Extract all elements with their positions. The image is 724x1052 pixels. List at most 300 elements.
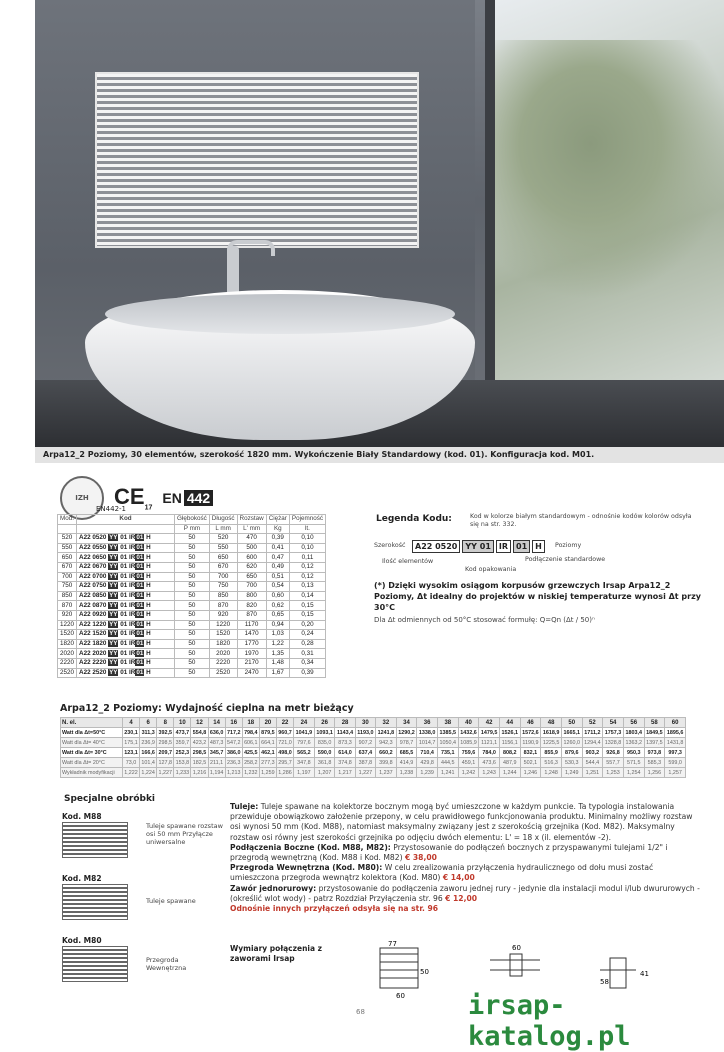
product-capacity-cell: 0,12 (289, 562, 325, 572)
product-table-header: Mod. Kod Głębokość Długość Rozstaw Ciężar Pojemność (58, 515, 326, 525)
perf-value: 530,3 (561, 758, 582, 768)
legend-top-note: Kod w kolorze białym standardowym - odnośnie kodów kolorów odsyła się na str. 332. (470, 513, 692, 528)
perf-value: 1803,4 (623, 728, 644, 738)
perf-value: 487,9 (499, 758, 520, 768)
product-length-cell: 2020 (209, 649, 237, 659)
perf-element-count: 52 (582, 718, 603, 728)
perf-value: 1,256 (644, 768, 665, 778)
product-length-cell: 1820 (209, 639, 237, 649)
perf-value: 557,7 (603, 758, 624, 768)
window (485, 0, 724, 395)
product-length-cell: 850 (209, 591, 237, 601)
perf-row-label: Watt dla Δt=50°C (61, 728, 123, 738)
perf-value: 1,243 (479, 768, 500, 778)
perf-value: 423,2 (192, 739, 207, 746)
perf-value: 1,233 (175, 769, 190, 776)
product-code-cell: A22 1220 YY 01 IR01 H (77, 620, 175, 630)
perf-value: 585,3 (644, 758, 665, 768)
product-code-cell: A22 1520 YY 01 IR01 H (77, 630, 175, 640)
product-spacing-cell: 870 (237, 610, 266, 620)
perf-value: 599,0 (665, 758, 686, 768)
perf-value: 1757,3 (603, 728, 624, 738)
product-capacity-cell: 0,10 (289, 534, 325, 544)
product-spacing-cell: 650 (237, 572, 266, 582)
perf-value: 808,2 (499, 748, 520, 758)
product-depth-cell: 50 (175, 639, 210, 649)
product-table (57, 514, 326, 678)
perf-value: 236,9 (141, 739, 155, 746)
product-row (58, 534, 326, 544)
product-row (58, 668, 326, 678)
perf-value: 997,3 (665, 748, 686, 758)
product-row (58, 620, 326, 630)
dim-77: 77 (388, 940, 397, 948)
product-length-cell: 700 (209, 572, 237, 582)
product-capacity-cell: 0,14 (289, 591, 325, 601)
product-row (58, 610, 326, 620)
perf-value: 879,6 (561, 748, 582, 758)
perf-element-count: 50 (561, 718, 582, 728)
perf-value: 392,5 (158, 729, 173, 736)
perf-value: 873,3 (335, 738, 355, 748)
product-weight-cell: 1,67 (266, 668, 289, 678)
perf-value: 664,1 (261, 739, 275, 746)
perf-value: 1,197 (294, 768, 315, 778)
perf-value: 1085,9 (458, 738, 479, 748)
legend-opakowania: Kod opakowania (465, 566, 517, 573)
product-row (58, 562, 326, 572)
perf-value: 685,5 (396, 748, 417, 758)
product-weight-cell: 0,60 (266, 591, 289, 601)
perf-value: 1,242 (458, 768, 479, 778)
product-row (58, 582, 326, 592)
product-length-cell: 650 (209, 553, 237, 563)
product-spacing-cell: 1170 (237, 620, 266, 630)
perf-value: 1156,1 (499, 738, 520, 748)
product-row (58, 553, 326, 563)
product-row (58, 543, 326, 553)
kod-m82-note: Tuleje spawane (146, 897, 196, 905)
product-depth-cell: 50 (175, 543, 210, 553)
perf-value: 1143,4 (335, 728, 355, 738)
product-spacing-cell: 1470 (237, 630, 266, 640)
perf-value: 1432,6 (458, 728, 479, 738)
perf-value: 554,8 (192, 729, 207, 736)
product-mod-cell: 520 (58, 534, 77, 544)
product-mod-cell: 1820 (58, 639, 77, 649)
perf-value: 1397,5 (644, 738, 665, 748)
perf-element-count: 24 (294, 718, 315, 728)
perf-value: 1,216 (192, 769, 207, 776)
perf-value: 230,1 (124, 729, 138, 736)
photo-caption: Arpa12_2 Poziomy, 30 elementów, szerokość 1820 mm. Wykończenie Biały Standardowy (kod. 01). Konfiguracja kod. M01. (35, 447, 724, 463)
perf-value: 127,8 (158, 759, 173, 766)
perf-value: 590,0 (314, 748, 335, 758)
product-capacity-cell: 0,12 (289, 572, 325, 582)
en442-1-label: EN442-1 (96, 505, 126, 513)
perf-value: 1,241 (437, 768, 458, 778)
perf-element-count: 20 (259, 718, 276, 728)
perf-element-count: 16 (225, 718, 242, 728)
perf-value: 1041,9 (294, 728, 315, 738)
perf-element-count: 56 (623, 718, 644, 728)
perf-value: 832,1 (520, 748, 541, 758)
product-mod-cell: 920 (58, 610, 77, 620)
legend-code: A22 0520 YY 01 IR 01 H (412, 540, 547, 553)
product-capacity-cell: 0,31 (289, 649, 325, 659)
perf-value: 1,248 (541, 768, 562, 778)
radiator-image (95, 72, 419, 248)
perf-value: 1,244 (499, 768, 520, 778)
perf-value: 973,8 (644, 748, 665, 758)
perf-value: 1294,4 (582, 738, 603, 748)
product-depth-cell: 50 (175, 620, 210, 630)
perf-value: 298,5 (192, 749, 207, 756)
product-length-cell: 670 (209, 562, 237, 572)
perf-element-count: 28 (335, 718, 355, 728)
dim-60b: 60 (512, 944, 521, 952)
perf-value: 926,8 (603, 748, 624, 758)
product-mod-cell: 1520 (58, 630, 77, 640)
dim-41: 41 (640, 970, 649, 978)
perf-value: 1,194 (209, 769, 224, 776)
product-length-cell: 920 (209, 610, 237, 620)
bathtub-inner (105, 294, 455, 334)
kod-m80-note: Przegroda Wewnętrzna (146, 956, 187, 972)
perf-value: 1,227 (158, 769, 173, 776)
product-capacity-cell: 0,15 (289, 601, 325, 611)
product-code-cell: A22 2220 YY 01 IR01 H (77, 658, 175, 668)
perf-value: 907,2 (355, 738, 375, 748)
perf-value: 717,2 (226, 729, 241, 736)
perf-value: 950,3 (623, 748, 644, 758)
m82-radiator-icon (62, 884, 128, 920)
perf-value: 797,6 (294, 738, 315, 748)
product-photo (35, 0, 724, 447)
product-code-cell: A22 0850 YY 01 IR01 H (77, 591, 175, 601)
perf-value: 101,4 (141, 759, 155, 766)
perf-value: 361,8 (314, 758, 335, 768)
product-depth-cell: 50 (175, 630, 210, 640)
product-weight-cell: 0,65 (266, 610, 289, 620)
perf-value: 182,5 (192, 759, 207, 766)
product-capacity-cell: 0,15 (289, 610, 325, 620)
product-capacity-cell: 0,20 (289, 620, 325, 630)
perf-element-count: 14 (208, 718, 225, 728)
perf-value: 636,0 (209, 729, 224, 736)
product-length-cell: 2520 (209, 668, 237, 678)
product-code-cell: A22 0520 YY 01 IR01 H (77, 534, 175, 544)
perf-element-count: 48 (541, 718, 562, 728)
perf-element-count: 40 (458, 718, 479, 728)
product-length-cell: 870 (209, 601, 237, 611)
perf-value: 487,3 (209, 739, 224, 746)
perf-value: 1665,1 (561, 728, 582, 738)
perf-value: 1431,8 (665, 738, 686, 748)
perf-value: 606,1 (244, 739, 258, 746)
perf-element-count: 8 (157, 718, 174, 728)
perf-element-count: 4 (123, 718, 140, 728)
product-spacing-cell: 600 (237, 553, 266, 563)
product-code-cell: A22 2020 YY 01 IR01 H (77, 649, 175, 659)
legend-title: Legenda Kodu: (376, 514, 452, 524)
special-title: Specjalne obróbki (64, 794, 156, 804)
product-code-cell: A22 0920 YY 01 IR01 H (77, 610, 175, 620)
perf-value: 1190,9 (520, 738, 541, 748)
perf-value: 1,253 (603, 768, 624, 778)
product-spacing-cell: 2470 (237, 668, 266, 678)
product-code-cell: A22 0550 YY 01 IR01 H (77, 543, 175, 553)
product-mod-cell: 650 (58, 553, 77, 563)
product-depth-cell: 50 (175, 649, 210, 659)
perf-element-count: 12 (191, 718, 208, 728)
product-mod-cell: 700 (58, 572, 77, 582)
product-mod-cell: 870 (58, 601, 77, 611)
perf-value: 1572,6 (520, 728, 541, 738)
product-mod-cell: 550 (58, 543, 77, 553)
product-code-cell: A22 0700 YY 01 IR01 H (77, 572, 175, 582)
perf-value: 1363,2 (623, 738, 644, 748)
perf-value: 571,5 (623, 758, 644, 768)
perf-value: 1526,1 (499, 728, 520, 738)
product-code-cell: A22 0670 YY 01 IR01 H (77, 562, 175, 572)
product-mod-cell: 850 (58, 591, 77, 601)
m88-radiator-icon (62, 822, 128, 858)
perf-value: 374,8 (335, 758, 355, 768)
product-row (58, 601, 326, 611)
product-length-cell: 1220 (209, 620, 237, 630)
product-length-cell: 550 (209, 543, 237, 553)
perf-value: 942,3 (376, 738, 397, 748)
product-mod-cell: 2520 (58, 668, 77, 678)
perf-value: 295,7 (278, 759, 292, 766)
perf-value: 1,257 (665, 768, 686, 778)
product-spacing-cell: 820 (237, 601, 266, 611)
perf-value: 721,0 (278, 739, 292, 746)
product-depth-cell: 50 (175, 610, 210, 620)
perf-value: 960,7 (278, 729, 292, 736)
perf-row-label: Wykładnik modyfikacji (61, 768, 123, 778)
product-spacing-cell: 500 (237, 543, 266, 553)
perf-value: 759,6 (458, 748, 479, 758)
perf-value: 798,4 (244, 729, 258, 736)
perf-value: 347,8 (294, 758, 315, 768)
perf-value: 835,0 (314, 738, 335, 748)
perf-value: 473,6 (479, 758, 500, 768)
dim-50: 50 (420, 968, 429, 976)
perf-value: 1,207 (314, 768, 335, 778)
perf-value: 1,251 (582, 768, 603, 778)
perf-value: 710,4 (417, 748, 438, 758)
perf-value: 1,213 (226, 769, 241, 776)
perf-value: 1,232 (244, 769, 258, 776)
perf-row (61, 728, 686, 738)
perf-element-count: 26 (314, 718, 335, 728)
perf-value: 544,4 (582, 758, 603, 768)
product-weight-cell: 1,48 (266, 658, 289, 668)
product-row (58, 630, 326, 640)
product-capacity-cell: 0,34 (289, 658, 325, 668)
perf-element-count: 18 (242, 718, 259, 728)
brand-watermark: irsap-katalog.pl (468, 990, 631, 1052)
product-row (58, 572, 326, 582)
perf-element-count: 34 (396, 718, 417, 728)
perf-value: 1050,4 (437, 738, 458, 748)
perf-value: 1,239 (417, 768, 438, 778)
perf-value: 784,0 (479, 748, 500, 758)
perf-value: 236,3 (226, 759, 241, 766)
perf-row-label: Watt dla Δt= 40°C (61, 738, 123, 748)
perf-value: 1225,5 (541, 738, 562, 748)
product-length-cell: 520 (209, 534, 237, 544)
perf-element-count: 46 (520, 718, 541, 728)
perf-element-count: 22 (276, 718, 293, 728)
perf-value: 123,1 (124, 749, 138, 756)
perf-value: 211,1 (208, 758, 225, 768)
perf-value: 462,1 (261, 749, 275, 756)
perf-row-label: Watt dla Δt= 30°C (61, 748, 123, 758)
perf-value: 1,238 (396, 768, 417, 778)
product-row (58, 639, 326, 649)
product-weight-cell: 0,54 (266, 582, 289, 592)
product-spacing-cell: 470 (237, 534, 266, 544)
perf-header-label: N. el. (61, 718, 123, 728)
perf-element-count: 6 (140, 718, 157, 728)
product-length-cell: 1520 (209, 630, 237, 640)
product-capacity-cell: 0,11 (289, 553, 325, 563)
perf-element-count: 38 (437, 718, 458, 728)
product-spacing-cell: 1770 (237, 639, 266, 649)
note-formula: Dla Δt odmiennych od 50°C stosować formułę: Q=Qn (Δt / 50)ⁿ (374, 616, 595, 624)
product-mod-cell: 670 (58, 562, 77, 572)
perf-value: 429,8 (417, 758, 438, 768)
perf-row-label: Watt dla Δt= 20°C (61, 758, 123, 768)
perf-value: 1895,6 (665, 728, 686, 738)
perf-value: 209,7 (158, 749, 173, 756)
perf-header-row (61, 718, 686, 728)
perf-value: 1,246 (520, 768, 541, 778)
perf-value: 1849,5 (644, 728, 665, 738)
perf-row (61, 748, 686, 758)
perf-value: 1338,0 (417, 728, 438, 738)
kod-m80-label: Kod. M80 (62, 936, 102, 945)
performance-table (60, 717, 686, 778)
product-row (58, 658, 326, 668)
product-mod-cell: 2220 (58, 658, 77, 668)
perf-value: 637,4 (355, 748, 375, 758)
perf-value: 298,5 (158, 739, 173, 746)
perf-value: 1385,5 (437, 728, 458, 738)
perf-title: Arpa12_2 Poziomy: Wydajność cieplna na metr bieżący (60, 703, 354, 714)
perf-value: 166,6 (141, 749, 155, 756)
perf-value: 1121,1 (479, 738, 500, 748)
product-mod-cell: 750 (58, 582, 77, 592)
wymiary-title: Wymiary połączenia z zaworami Irsap (230, 944, 323, 963)
perf-value: 614,0 (335, 748, 355, 758)
certification-seal-icon: IZH (60, 476, 104, 520)
product-weight-cell: 0,47 (266, 553, 289, 563)
perf-value: 414,9 (396, 758, 417, 768)
product-row (58, 649, 326, 659)
product-mod-cell: 1220 (58, 620, 77, 630)
product-mod-cell: 2020 (58, 649, 77, 659)
perf-value: 1,222 (124, 769, 138, 776)
perf-value: 1260,0 (561, 738, 582, 748)
valve-drawing-2 (490, 954, 540, 976)
perf-value: 473,7 (175, 729, 190, 736)
product-weight-cell: 1,35 (266, 649, 289, 659)
perf-value: 258,2 (244, 759, 258, 766)
perf-value: 1,249 (561, 768, 582, 778)
perf-value: 425,5 (244, 749, 258, 756)
perf-value: 978,7 (396, 738, 417, 748)
perf-value: 660,2 (376, 748, 397, 758)
product-length-cell: 2220 (209, 658, 237, 668)
perf-element-count: 30 (355, 718, 375, 728)
product-code-cell: A22 0650 YY 01 IR01 H (77, 553, 175, 563)
perf-value: 903,2 (582, 748, 603, 758)
perf-value: 1,254 (623, 768, 644, 778)
perf-value: 1,224 (141, 769, 155, 776)
legend-poziomy: Poziomy (555, 542, 582, 549)
perf-value: 386,0 (226, 749, 241, 756)
legend-szerokosc: Szerokość (374, 542, 406, 549)
legend-ilosc: Ilość elementów (382, 558, 434, 565)
product-code-cell: A22 2520 YY 01 IR01 H (77, 668, 175, 678)
perf-value: 735,1 (437, 748, 458, 758)
product-code-cell: A22 0870 YY 01 IR01 H (77, 601, 175, 611)
kod-m88-note: Tuleje spawane rozstaw osi 50 mm Przyłącze uniwersalne (146, 822, 223, 846)
perf-value: 387,8 (355, 758, 375, 768)
perf-value: 252,3 (175, 749, 190, 756)
perf-row (61, 758, 686, 768)
legend-podlaczenie: Podłączenie standardowe (525, 556, 606, 563)
product-weight-cell: 0,62 (266, 601, 289, 611)
perf-value: 502,1 (520, 758, 541, 768)
perf-value: 855,9 (541, 748, 562, 758)
perf-value: 1328,8 (603, 738, 624, 748)
perf-value: 399,8 (376, 758, 397, 768)
product-capacity-cell: 0,39 (289, 668, 325, 678)
product-depth-cell: 50 (175, 534, 210, 544)
product-spacing-cell: 2170 (237, 658, 266, 668)
perf-row (61, 768, 686, 778)
perf-element-count: 10 (174, 718, 191, 728)
product-depth-cell: 50 (175, 591, 210, 601)
perf-value: 1,217 (335, 768, 355, 778)
special-text: Tuleje: Tuleje spawane na kolektorze bocznym mogą być umieszczone w każdym punkcie. Ta typologia instalowania przewiduje obowiązkowo założenie przepony, w celu prawidłowego funkcjonowania produktu. Minimalny możliwy rozstaw osi wynosi 50 mm (Kod. M88), natomiast maksymalny związany jest z szerokością grzejnika (Kod. M82). Maksymalny rozstaw osi równy jest szerokości grzejnika po odjęciu dwóch elementu: L' = 18 x (il. elementów -2). Podłączenia Boczne (Kod. M88, M82): Przystosowanie do podłączeń bocznych z przyspawanymi tulejami 1/2" i przegrodą wewnętrzną (Kod. M88 i Kod. M82) € 38,00 Przegroda Wewnętrzna (Kod. M80): W celu zrealizowania przyłączenia hydraulicznego od dołu musi zostać umieszczona przegroda wewnątrz kolektora (Kod. M80) € 14,00 Zawór jednorurowy: przystosowanie do podłączenia zaworu jednej rury - jedynie dla instalacji modul i/lub dwururowych - (określić wlot wody) - patrz Rozdział Przyłączenia str. 96 € 12,00 Odnośnie innych przyłączeń odsyła się na str. 96 (230, 802, 700, 914)
perf-element-count: 44 (499, 718, 520, 728)
product-table-units: P mm L mm L' mm Kg lt. (58, 524, 326, 534)
product-length-cell: 750 (209, 582, 237, 592)
perf-value: 73,0 (123, 758, 140, 768)
product-weight-cell: 0,51 (266, 572, 289, 582)
product-weight-cell: 0,41 (266, 543, 289, 553)
product-capacity-cell: 0,28 (289, 639, 325, 649)
perf-value: 1,259 (261, 769, 275, 776)
perf-element-count: 36 (417, 718, 438, 728)
product-weight-cell: 0,39 (266, 534, 289, 544)
perf-value: 345,7 (209, 749, 224, 756)
product-spacing-cell: 700 (237, 582, 266, 592)
perf-value: 1711,2 (582, 728, 603, 738)
page-number: 68 (356, 1008, 365, 1016)
perf-element-count: 42 (479, 718, 500, 728)
perf-value: 498,0 (278, 749, 292, 756)
product-code-cell: A22 1820 YY 01 IR01 H (77, 639, 175, 649)
perf-value: 444,5 (437, 758, 458, 768)
valve-drawing-1 (380, 948, 418, 988)
